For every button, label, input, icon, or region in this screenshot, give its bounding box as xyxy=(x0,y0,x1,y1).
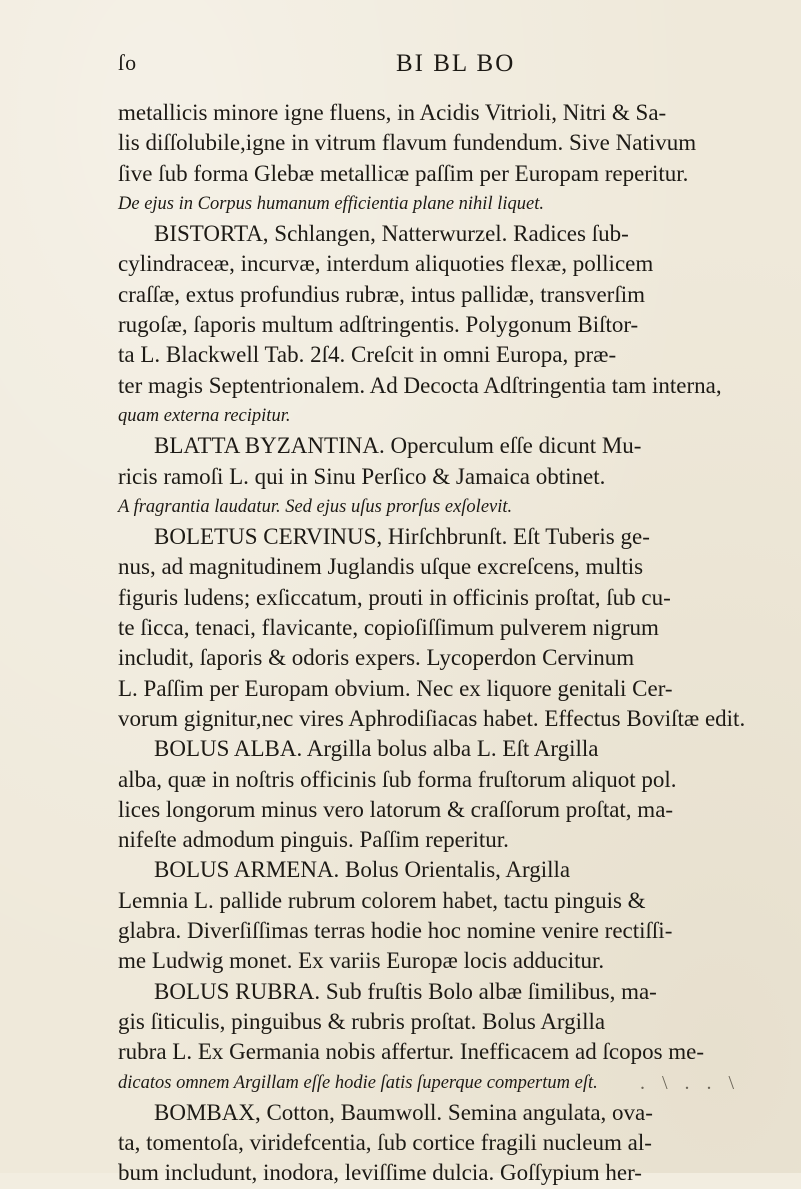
text-line: ta L. Blackwell Tab. 2ſ4. Creſcit in omni Europa, præ- xyxy=(118,342,617,368)
entry-heading-bombax: BOMBAX, Cotton, Baumwoll. Semina angulata, ova- xyxy=(154,1099,653,1125)
text-line: nifeſte admodum pinguis. Paſſim reperitur. xyxy=(118,827,509,853)
text-line: lis diſſolubile,igne in vitrum flavum fundendum. Sive Nativum xyxy=(118,130,697,156)
entry-heading-bolus-rubra: BOLUS RUBRA. Sub fruſtis Bolo albæ ſimilibus, ma- xyxy=(154,978,657,1004)
text-line: A fragrantia laudatur. Sed ejus uſus prorſus exſolevit. xyxy=(118,496,513,517)
text-line: alba, quæ in noſtris officinis ſub forma fruſtorum aliquot pol. xyxy=(118,766,677,792)
text-line: cylindraceæ, incurvæ, interdum aliquoties flexæ, pollicem xyxy=(118,251,654,277)
entry-heading-blatta: BLATTA BYZANTINA. Operculum eſſe dicunt Mu- xyxy=(154,433,642,459)
text-line: vorum gignitur,nec vires Aphrodiſiacas habet. Effectus Boviſtæ edit. xyxy=(118,705,746,731)
page-header xyxy=(118,50,783,90)
text-line: includit, ſaporis & odoris expers. Lycoperdon Cervinum xyxy=(118,645,635,671)
page-number: ſo xyxy=(118,50,138,75)
text-line: rubra L. Ex Germania nobis affertur. Inefficacem ad ſcopos me- xyxy=(118,1039,705,1065)
text-line: ter magis Septentrionalem. Ad Decocta Adſtringentia tam interna, xyxy=(118,372,722,398)
body-text xyxy=(118,98,798,1189)
text-line: De ejus in Corpus humanum efficientia plane nihil liquet. xyxy=(118,193,544,214)
text-line: nus, ad magnitudinem Juglandis uſque excreſcens, multis xyxy=(118,554,644,580)
text-line: ſive ſub forma Glebæ metallicæ paſſim per Europam reperitur. xyxy=(118,160,689,186)
text-line: glabra. Diverſiſſimas terras hodie hoc nomine venire rectiſſi- xyxy=(118,918,673,944)
text-line: metallicis minore igne fluens, in Acidis Vitrioli, Nitri & Sa- xyxy=(118,100,667,125)
entry-heading-bolus-alba: BOLUS ALBA. Argilla bolus alba L. Eſt Argilla xyxy=(154,736,599,762)
text-line: rugoſæ, ſaporis multum adſtringentis. Polygonum Biſtor- xyxy=(118,312,639,338)
text-line: me Ludwig monet. Ex variis Europæ locis adducitur. xyxy=(118,948,605,974)
text-line: ta, tomentoſa, viridefcentia, ſub cortice fragili nucleum al- xyxy=(118,1130,652,1156)
text-line: figuris ludens; exſiccatum, prouti in officinis proſtat, ſub cu- xyxy=(118,584,671,610)
text-line: bum includunt, inodora, leviſſime dulcia. Goſſypium her- xyxy=(118,1160,642,1186)
text-line: L. Paſſim per Europam obvium. Nec ex liquore genitali Cer- xyxy=(118,675,673,701)
text-line: te ſicca, tenaci, flavicante, copioſiſſimum pulverem nigrum xyxy=(118,615,659,641)
text-line: ricis ramoſi L. qui in Sinu Perſico & Jamaica obtinet. xyxy=(118,463,606,489)
text-line: craſſæ, extus profundius rubræ, intus pallidæ, transverſim xyxy=(118,281,646,307)
text-line: quam externa recipitur. xyxy=(118,405,291,426)
entry-heading-bistorta: BISTORTA, Schlangen, Natterwurzel. Radices ſub- xyxy=(154,221,629,247)
entry-heading-boletus: BOLETUS CERVINUS, Hirſchbrunſt. Eſt Tuberis ge- xyxy=(154,524,650,550)
running-head: BI BL BO xyxy=(396,50,516,77)
text-line: Lemnia L. pallide rubrum colorem habet, tactu pinguis & xyxy=(118,887,646,913)
entry-heading-bolus-armena: BOLUS ARMENA. Bolus Orientalis, Argilla xyxy=(154,857,571,883)
bleed-through-marks: . \ . . \ xyxy=(640,1072,741,1094)
text-line: gis ſiticulis, pinguibus & rubris proſtat. Bolus Argilla xyxy=(118,1008,606,1034)
text-line: lices longorum minus vero latorum & craſſorum proſtat, ma- xyxy=(118,796,674,822)
text-line: dicatos omnem Argillam eſſe hodie ſatis ſuperque compertum eſt. xyxy=(118,1072,598,1093)
